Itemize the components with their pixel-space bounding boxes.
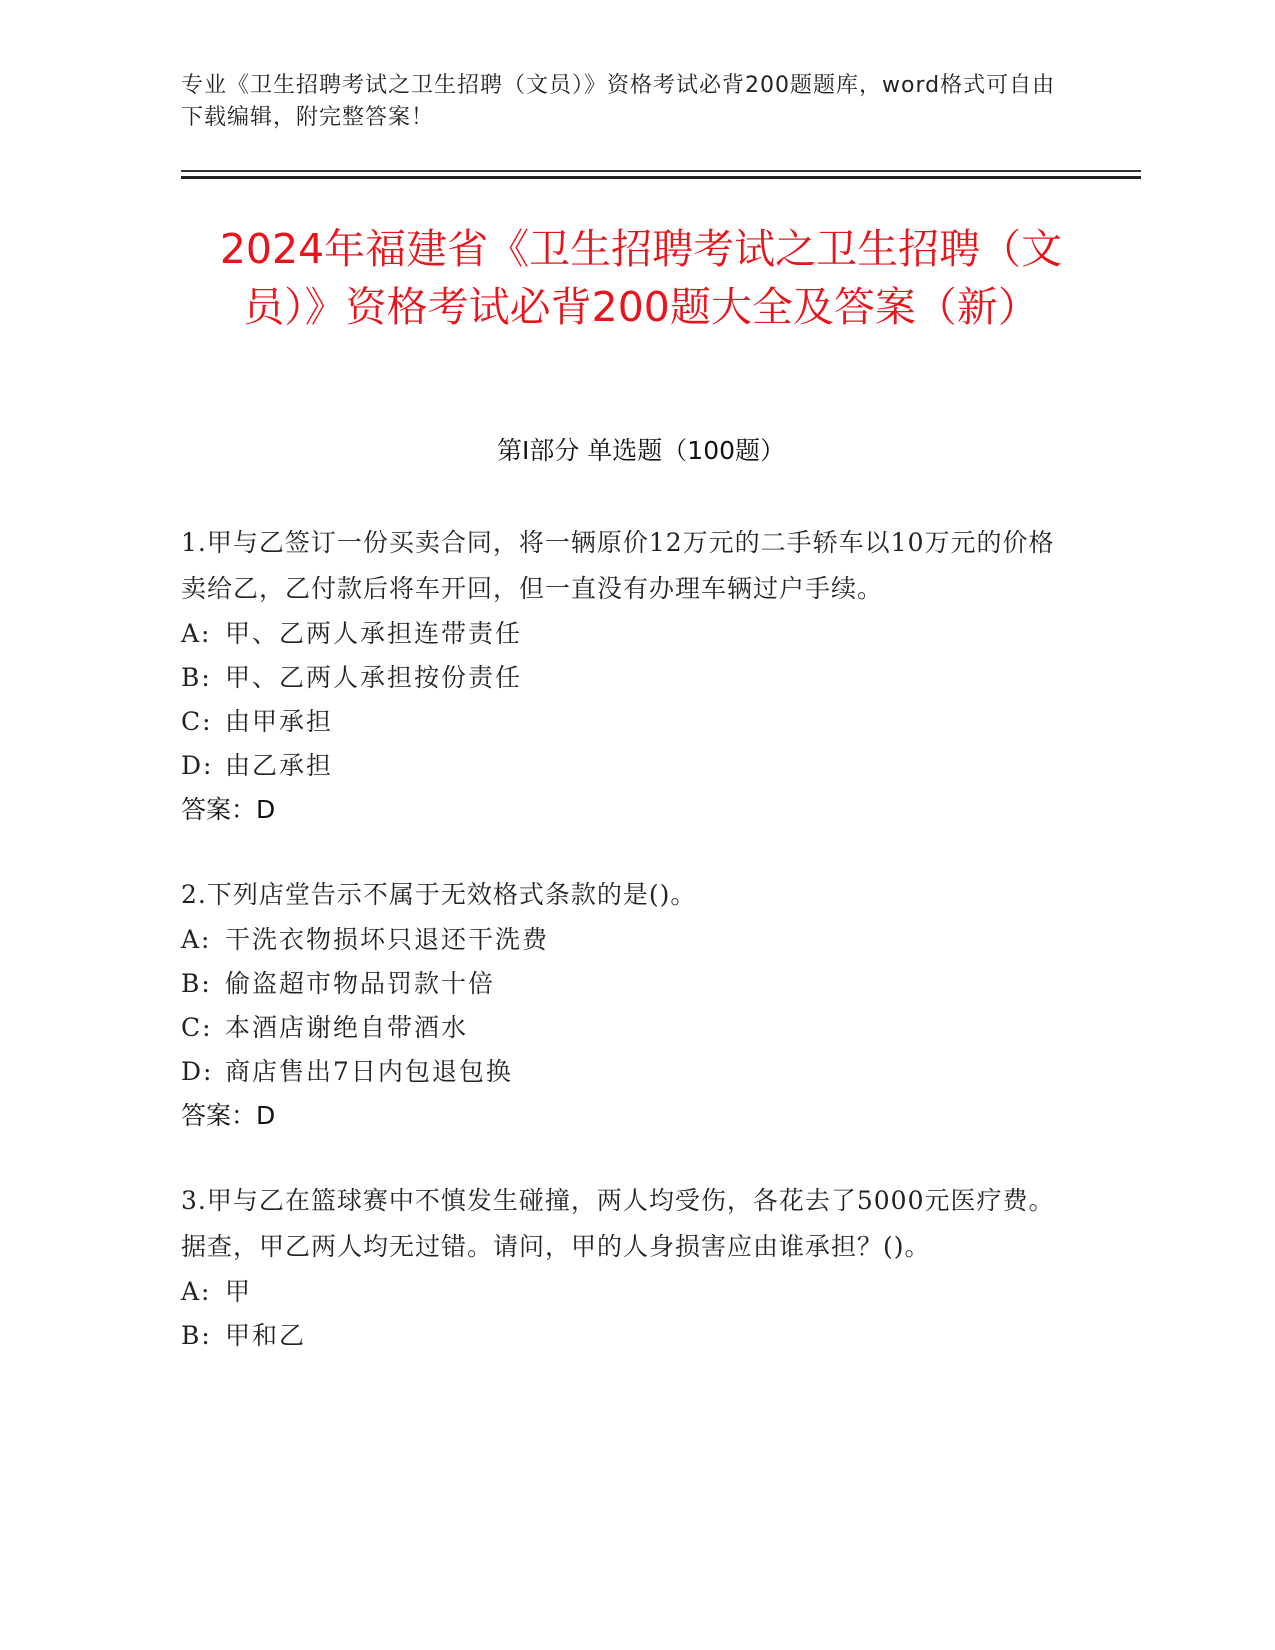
header-note: 专业《卫生招聘考试之卫生招聘（文员）》资格考试必背200题题库，word格式可自由下载编辑，附完整答案！: [181, 73, 1056, 130]
option-text: 由乙承担: [225, 751, 334, 780]
option-key: B:: [181, 663, 212, 692]
answer-line: 答案：D: [181, 795, 276, 824]
option-key: C:: [181, 707, 213, 736]
option-text: 商店售出7日内包退包换: [225, 1057, 513, 1086]
question-list: [181, 520, 1061, 1398]
option-d: [181, 744, 1061, 788]
header-divider-thin: [181, 170, 1141, 172]
option-key: D:: [181, 751, 214, 780]
option-key: A:: [181, 1277, 212, 1306]
option-b: [181, 656, 1061, 700]
option-text: 本酒店谢绝自带酒水: [225, 1013, 469, 1042]
option-key: C:: [181, 1013, 213, 1042]
option-key: B:: [181, 1321, 212, 1350]
option-key: B:: [181, 969, 212, 998]
question-text: 2.下列店堂告示不属于无效格式条款的是()。: [181, 880, 697, 909]
option-c: [181, 700, 1061, 744]
option-a: [181, 612, 1061, 656]
answer-line: 答案：D: [181, 1101, 276, 1130]
option-text: 干洗衣物损坏只退还干洗费: [225, 925, 550, 954]
question-text: 1.甲与乙签订一份买卖合同，将一辆原价12万元的二手轿车以10万元的价格卖给乙，乙付款后将车开回，但一直没有办理车辆过户手续。: [181, 528, 1055, 603]
option-a: [181, 1270, 1061, 1314]
option-a: [181, 918, 1061, 962]
option-text: 甲: [225, 1277, 253, 1306]
option-text: 甲和乙: [225, 1321, 307, 1350]
option-key: D:: [181, 1057, 214, 1086]
option-text: 甲、乙两人承担连带责任: [225, 619, 523, 648]
question-item: [181, 1178, 1061, 1358]
option-c: [181, 1006, 1061, 1050]
option-text: 偷盗超市物品罚款十倍: [225, 969, 496, 998]
option-d: [181, 1050, 1061, 1094]
option-key: A:: [181, 619, 212, 648]
question-text: 3.甲与乙在篮球赛中不慎发生碰撞，两人均受伤，各花去了5000元医疗费。据查，甲乙两人均无过错。请问，甲的人身损害应由谁承担？()。: [181, 1186, 1055, 1261]
option-b: [181, 962, 1061, 1006]
option-text: 甲、乙两人承担按份责任: [225, 663, 523, 692]
document-title: 2024年福建省《卫生招聘考试之卫生招聘（文员）》资格考试必背200题大全及答案（新）: [219, 225, 1063, 331]
header-divider-thick: [181, 176, 1141, 179]
option-b: [181, 1314, 1061, 1358]
option-text: 由甲承担: [225, 707, 334, 736]
question-item: [181, 872, 1061, 1138]
section-title: 第Ⅰ部分 单选题（100题）: [496, 436, 786, 465]
question-item: [181, 520, 1061, 832]
option-key: A:: [181, 925, 212, 954]
